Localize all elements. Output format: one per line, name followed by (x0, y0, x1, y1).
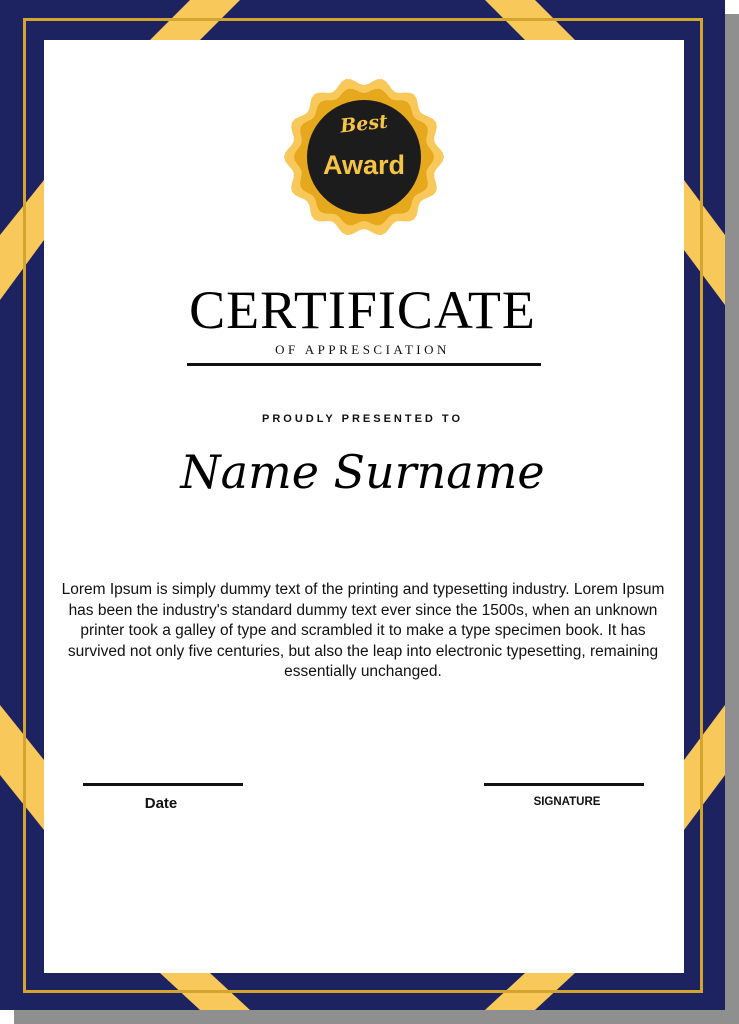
certificate-subtitle: OF APPRESCIATION (275, 342, 450, 357)
certificate-title: CERTIFICATE (189, 280, 536, 340)
date-line (83, 783, 243, 786)
certificate-body-text: Lorem Ipsum is simply dummy text of the printing and typesetting industry. Lorem Ipsum has been the industry's standard dummy text ever since the 1500s, when an unknown printer took a galley of type and scrambled it to make a type specimen book. It has survived not only five centuries, but also the leap into electronic typesetting, remaining essentially unchanged. (61, 581, 665, 680)
presented-to-label: PROUDLY PRESENTED TO (262, 413, 463, 425)
signature-line (484, 783, 644, 786)
date-label: Date (144, 795, 178, 812)
recipient-name: Name Surname (180, 445, 545, 499)
title-divider (187, 363, 541, 366)
award-badge (283, 76, 445, 238)
signature-label: SIGNATURE (533, 796, 601, 808)
badge-best-text: Best (339, 110, 389, 138)
badge-award-text: Award (322, 150, 406, 180)
